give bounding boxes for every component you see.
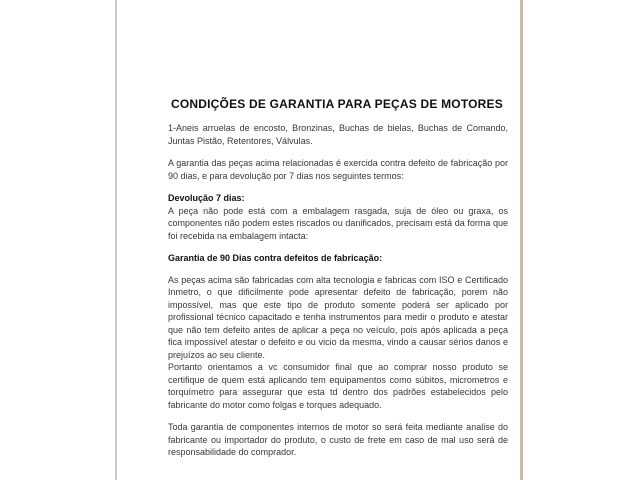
warranty-document	[168, 97, 508, 469]
page-right-border	[520, 0, 523, 480]
defect-warranty-body-2: Portanto orientamos a vc consumidor final que ao comprar nosso produto se certifique de quem está aplicando tem equipamentos como súbitos, micrometros e torquímetro para assegurar que esta td dentro dos padrões estabelecidos pelo fabricante do motor como folgas e torques adequado.	[168, 362, 508, 410]
document-title: CONDIÇÕES DE GARANTIA PARA PEÇAS DE MOTORES	[171, 97, 503, 111]
page-left-border	[115, 0, 117, 480]
return-policy-body: A peça não pode está com a embalagem rasgada, suja de óleo ou graxa, os componentes não podem estes riscados ou danificados, precisam está da forma que foi recebida na embalagem intacta:	[168, 205, 508, 241]
warranty-terms-paragraph: A garantia das peças acima relacionadas é exercida contra defeito de fabricação por 90 dias, e para devolução por 7 dias nos seguintes termos:	[168, 158, 508, 181]
parts-list-paragraph: 1-Aneis arruelas de encosto, Bronzinas, Buchas de bielas, Buchas de Comando, Juntas Pistão, Retentores, Válvulas.	[168, 123, 508, 146]
footer-paragraph: Toda garantia de componentes internos de motor so será feita mediante analise do fabricante ou importador do produto, o custo de frete em caso de mal uso será de responsabilidade do comprador.	[168, 422, 508, 457]
return-policy-heading: Devolução 7 dias:	[168, 193, 245, 203]
defect-warranty-section	[168, 252, 508, 411]
return-policy-section	[168, 192, 508, 242]
defect-warranty-body-1: As peças acima são fabricadas com alta tecnologia e fabricas com ISO e Certificado Inmetro, o que dificilmente pode apresentar defeito de fabricação, porem não impossível, mas que este tipo de produto somente poderá ser aplicado por profissional técnico capacitado e tenha instrumentos para medir o produto e atestar que não tem defeito antes de aplicar a peça no veículo, pois após aplicada a peça fica impossível atestar o defeito e ou vicio da mesma, vindo a causar sérios danos e prejuízos ao seu cliente.	[168, 274, 508, 360]
defect-warranty-heading: Garantia de 90 Dias contra defeitos de fabricação:	[168, 253, 383, 263]
